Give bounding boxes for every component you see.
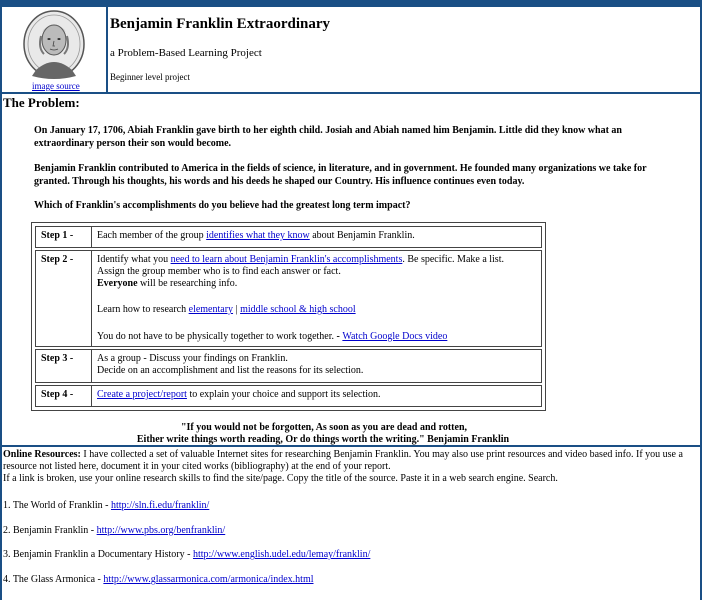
middle-high-school-link[interactable]: middle school & high school [240,304,356,315]
step-text: about Benjamin Franklin. [309,230,415,241]
top-border [0,0,702,7]
online-resources-intro [3,449,698,485]
resource-link[interactable]: http://www.english.udel.edu/lemay/franklin/ [192,549,371,560]
step-label: Step 2 - [36,251,92,346]
step-line [97,304,537,316]
resource-item [3,500,209,511]
franklin-portrait-image [22,10,86,86]
google-docs-video-link[interactable]: Watch Google Docs video [342,331,448,342]
step-dash: - [336,331,343,342]
step-line: Assign the group member who is to find each answer or fact. [97,266,341,277]
resource-title: 3. Benjamin Franklin a Documentary History - [3,549,193,560]
step-text: Identify what you [97,254,171,265]
step-label: Step 1 - [36,227,92,247]
step-label: Step 4 - [36,386,92,406]
resource-item [3,549,370,560]
page-title: Benjamin Franklin Extraordinary [110,16,331,32]
problem-heading: The Problem: [3,95,80,110]
quote-line-1: "If you would not be forgotten, As soon as you are dead and rotten, [180,422,468,433]
section-divider [0,445,702,447]
problem-paragraph-2: Benjamin Franklin contributed to America in the fields of science, in literature, and in government. He founded many organizations we take for granted. Through his thoughts, his words and his deeds he shaped our Country. His influence continues even today. [34,163,647,187]
step-body [97,353,537,377]
step-line [97,331,537,343]
step-row-1 [35,226,542,248]
resource-item [3,525,225,536]
resource-link[interactable]: http://sln.fi.edu/franklin/ [110,500,210,511]
step-row-2 [35,250,542,347]
title-cell [108,7,700,92]
problem-paragraph-1: On January 17, 1706, Abiah Franklin gave birth to her eighth child. Josiah and Abiah named him Benjamin. Little did they know what an extraordinary person their son would become. [34,125,622,149]
identifies-what-they-know-link[interactable]: identifies what they know [206,230,310,241]
page-subtitle: a Problem-Based Learning Project [110,47,262,59]
online-resources-text: I have collected a set of valuable Internet sites for researching Benjamin Franklin. You may also use print resources and video based info. If you use a resource not listed here, document it in your cited works (bibliography) at the end of your report. [3,449,683,472]
step-text: to explain your choice and support its selection. [186,389,381,400]
step-text: Learn how to research [97,304,189,315]
step-body [97,389,537,401]
step-line: As a group - Discuss your findings on Franklin. [97,353,288,364]
resource-link[interactable]: http://www.glassarmonica.com/armonica/index.html [103,574,314,585]
resource-title: 4. The Glass Armonica - [3,574,104,585]
step-text: will be researching info. [137,278,238,289]
step-text: You do not have to be physically together to work together. [97,331,337,342]
resource-title: 2. Benjamin Franklin - [3,525,97,536]
logo-cell [2,7,108,92]
step-label: Step 3 - [36,350,92,382]
step-line [97,254,537,266]
step-line [97,278,537,290]
resource-title: 1. The World of Franklin - [3,500,111,511]
step-line: Decide on an accomplishment and list the reasons for its selection. [97,365,364,376]
resource-link[interactable]: http://www.pbs.org/benfranklin/ [96,525,226,536]
step-text: Each member of the group [97,230,207,241]
online-resources-label: Online Resources: [3,449,81,460]
step-body [97,254,537,343]
header [2,7,700,94]
need-to-learn-link[interactable]: need to learn about Benjamin Franklin's accomplishments [170,254,403,265]
create-project-report-link[interactable]: Create a project/report [97,389,187,400]
step-row-4 [35,385,542,407]
elementary-link[interactable]: elementary [188,304,234,315]
online-resources-text-2: If a link is broken, use your online research skills to find the site/page. Copy the title of the source. Paste it in a web search engine. Search. [3,473,558,484]
image-source-link[interactable]: image source [32,81,80,91]
step-row-3 [35,349,542,383]
level-label: Beginner level project [110,72,190,82]
step-body [97,230,537,242]
problem-question: Which of Franklin's accomplishments do you believe had the greatest long term impact? [34,200,411,211]
resource-item [3,574,314,585]
step-text: . Be specific. Make a list. [402,254,504,265]
step-bold-text: Everyone [97,278,138,289]
quote-line-2: Either write things worth reading, Or do things worth the writing." Benjamin Franklin [136,434,510,445]
link-separator: | [233,304,241,315]
franklin-quote [0,422,702,446]
steps-table [31,222,546,411]
